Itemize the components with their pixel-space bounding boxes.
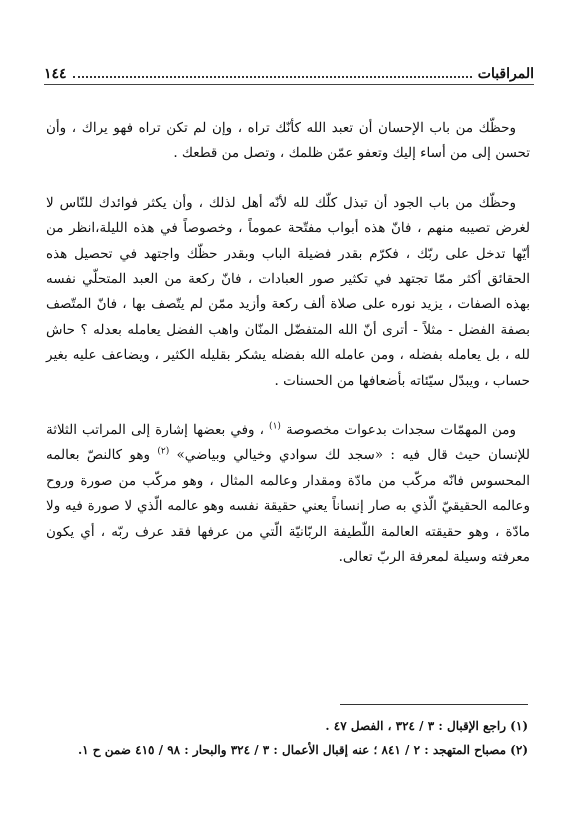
header-dotted-leader [73,76,472,78]
running-title: المراقبات [477,66,534,82]
page-body [46,116,530,595]
footnote-ref-1: (١) [269,421,281,432]
page-number: ١٤٤ [44,66,67,82]
footnote-rule [340,704,528,705]
footnote-2: (٢) مصباح المتهجد : ٢ / ٨٤١ ؛ عنه إقبال الأعمال : ٣ / ٣٢٤ والبحار : ٩٨ / ٤١٥ ضمن ح ١. [77,743,528,757]
footnotes [40,714,528,762]
header-rule [44,84,534,85]
paragraph-ihsan: وحظّك من باب الإحسان أن تعبد الله كأنّك تراه ، وإن لم تكن تراه فهو يراك ، وأن تحسن إلى من أساء إليك وتعفو عمّن ظلمك ، وتصل من قطعك . [46,120,530,162]
paragraph-sajdat-part1: ومن المهمّات سجدات بدعوات مخصوصة [285,422,516,439]
footnote-1: (١) راجع الإقبال : ٣ / ٣٢٤ ، الفصل ٤٧ . [325,719,528,733]
paragraph-sajdat-part3: وهو كالنصّ بعالمه المحسوس فانّه مركّب من مادّة ومقدار وعالمه المثال ، وهو مركّب من صورة وروح وعالمه الحقيقيّ الّذي به صار إنساناً يعني حقيقة نفسه وهو عالمه الّذي لا صورة فيه ولا مادّة ، وهو حقيقته العالمة اللّطيفة الربّانيّة الّتي من عرفها فقد عرف ربّه ، أي يكون معرفته وسيلة لمعرفة الربّ تعالى. [46,447,530,566]
paragraph-sajdat [46,418,530,570]
footnote-ref-2: (٢) [157,446,170,457]
paragraph-jood: وحظّك من باب الجود أن تبذل كلّك لله لأنّه أهل لذلك ، وأن يكثر فوائدك للنّاس لا لغرض تصيبه منهم ، فانّ هذه أبواب مفتّحة عموماً ، وخصوصاً في هذه الليلة،انظر من أيّها تدخل على ربّك ، فكرّم بقدر فضيلة الباب وبقدر حظّك واجتهد في تحصيل هذه الحقائق أكثر ممّا تجتهد في تكثير صور العبادات ، فانّ ركعة من العبد المتحلّي نفسه بهذه الصفات ، يزيد نوره على صلاة ألف ركعة وأزيد ممّن لم يتّصف بها ، فانّ المتّصف بصفة الفضل - مثلاً - أترى أنّ الله المتفضّل المنّان واهب الفضل يعامله بعدله ؟ حاش لله ، بل يعامله بفضله ، ومن عامله الله بفضله يشكر بقليله الكثير ، ويضاعف عليه بغير حساب ، ويبدّل سيّئاته بأضعافها من الحسنات . [46,194,530,389]
page-header [44,62,534,82]
paragraph-sajdat-part2: ، وفي بعضها إشارة إلى المراتب الثلاثة للإنسان حيث قال فيه : «سجد لك سوادي وخيالي وبياضي» [46,422,530,464]
